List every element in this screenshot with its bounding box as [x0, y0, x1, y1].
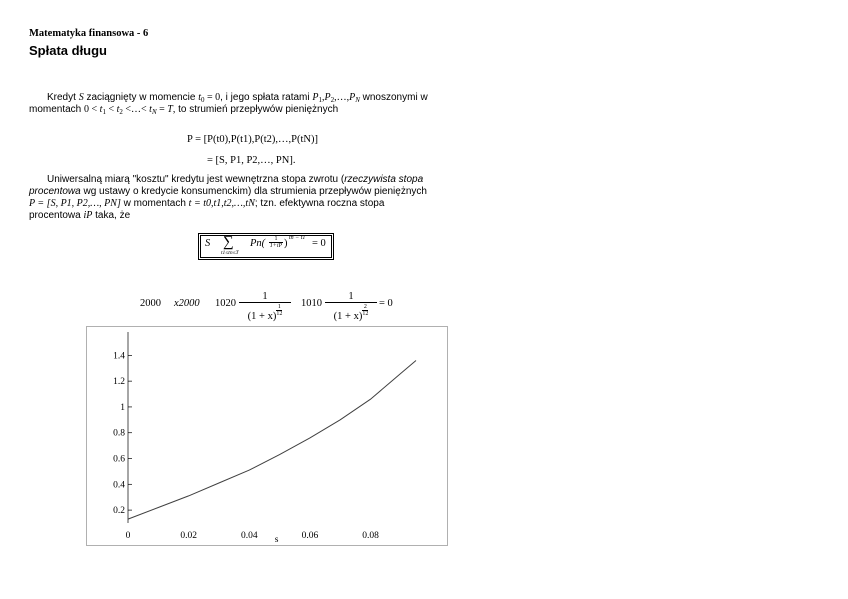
eq-term-1010: 1010 — [301, 298, 322, 309]
boxed-term: Pn( — [250, 238, 266, 249]
plot-ticks — [113, 351, 379, 545]
sum-symbol: ∑ — [223, 234, 234, 250]
para2-line2: procentowa wg ustawy o kredycie konsumenckim) dla strumienia przepływów pieniężnych — [29, 186, 427, 197]
eq-term-2000: 2000 — [140, 298, 161, 309]
x-tick-label: 0.06 — [301, 531, 319, 541]
page-title: Spłata długu — [29, 43, 107, 58]
para2-line1: Uniwersalną miarą "kosztu" kredytu jest wewnętrzna stopa zwrotu (rzeczywista stopa — [47, 174, 424, 185]
boxed-s: S — [205, 238, 211, 249]
eq-term-1020: 1020 — [215, 298, 236, 309]
x-axis-label: s — [274, 535, 279, 545]
plot-series — [128, 361, 416, 520]
para2-line4: procentowa iP taka, że — [29, 210, 131, 221]
y-tick-label: 0.6 — [113, 454, 125, 465]
y-tick-label: 0.8 — [113, 428, 125, 439]
x-tick-label: 0.08 — [362, 531, 379, 541]
plot-frame — [87, 327, 448, 546]
eq-equals-zero: = 0 — [379, 298, 393, 309]
y-tick-label: 0.4 — [113, 480, 125, 491]
para1-line2: momentach $0 < t_1 < t_2$ <…< $t_N = T$, to strumień przepływów pieniężnych — [29, 104, 339, 116]
x-tick-label: 0.02 — [180, 531, 197, 541]
plot-chart — [86, 326, 448, 546]
y-tick-label: 1.2 — [113, 377, 125, 388]
equation-vector-values: = [S, P1, P2,…, PN]. — [207, 155, 296, 166]
y-tick-label: 1.4 — [113, 351, 125, 362]
series-line-curve — [128, 361, 416, 520]
boxed-formula — [198, 233, 334, 260]
eq-term-x2000: x2000 — [174, 298, 200, 309]
para2-line3: P = [S, P1, P2,…, PN] w momentach t = t0,t1,t2,…,tN; tzn. efektywna roczna stopa — [29, 198, 385, 209]
y-tick-label: 1 — [120, 402, 125, 413]
boxed-close: ) — [284, 238, 288, 249]
eq-fraction-1: 1 (1 + x) $^{\frac{1}{12}}$ — [239, 291, 291, 322]
x-tick-label: 0.04 — [240, 531, 258, 541]
boxed-equals: = 0 — [312, 238, 326, 249]
para1-line1: Kredyt S zaciągnięty w momencie $t_0 = 0$, i jego spłata ratami $P_1,P_2,\dots,P_N$ wnoszonymi w — [47, 92, 428, 104]
x-tick-label: 0 — [125, 531, 131, 541]
eq-fraction-2: 1 (1 + x) $^{\frac{2}{12}}$ — [325, 291, 377, 322]
equation-vector-p: P = [P(t0),P(t1),P(t2),…,P(tN)] — [187, 134, 318, 145]
page-header: Matematyka finansowa - 6 — [29, 28, 149, 39]
boxed-frac: 1 1+iP — [269, 236, 283, 249]
sum-range: t1≤tn≤T — [221, 250, 239, 256]
boxed-exponent: tn − t1 — [289, 235, 306, 241]
y-tick-label: 0.2 — [113, 506, 125, 517]
